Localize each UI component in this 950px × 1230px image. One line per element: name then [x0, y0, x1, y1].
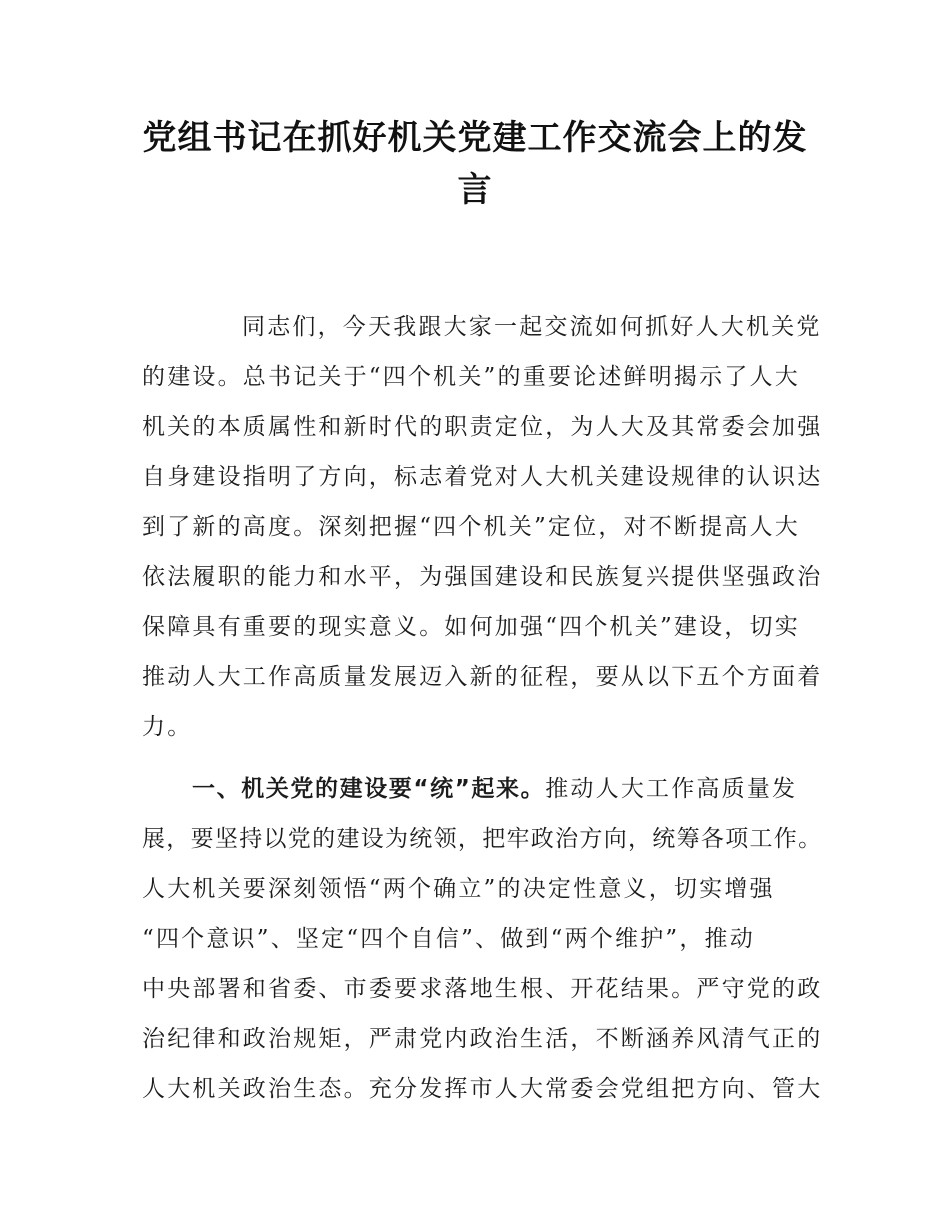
paragraph-line [142, 764, 812, 814]
heading-line-rest: 推动人大工作高质量发 [545, 776, 798, 802]
title-line-2: 言 [457, 170, 493, 210]
paragraph-line: 保障具有重要的现实意义。如何加强“四个机关”建设，切实 [142, 614, 800, 640]
document-title [120, 112, 830, 216]
paragraph-line: 人大机关要深刻领悟“两个确立”的决定性意义，切实增强 [142, 876, 775, 902]
paragraph-line: 展，要坚持以党的建设为统领，把牢政治方向，统筹各项工作。 [142, 826, 823, 852]
paragraph-intro [142, 302, 823, 752]
paragraph-line: 依法履职的能力和水平，为强国建设和民族复兴提供坚强政治 [142, 564, 823, 590]
paragraph-line: 人大机关政治生态。充分发挥市人大常委会党组把方向、管大 [142, 1076, 823, 1102]
paragraph-line: 中央部署和省委、市委要求落地生根、开花结果。严守党的政 [142, 976, 823, 1002]
paragraph-line: “四个意识”、坚定“四个自信”、做到“两个维护”，推动 [142, 926, 755, 952]
paragraph-line: 机关的本质属性和新时代的职责定位，为人大及其常委会加强 [142, 414, 823, 440]
paragraph-spacer [142, 752, 812, 764]
paragraph-line: 推动人大工作高质量发展迈入新的征程，要从以下五个方面着 [142, 664, 823, 690]
paragraph-line: 治纪律和政治规矩，严肃党内政治生活，不断涵养风清气正的 [142, 1026, 823, 1052]
document-body [142, 302, 823, 1114]
paragraph-line: 到了新的高度。深刻把握“四个机关”定位，对不断提高人大 [142, 514, 800, 540]
paragraph-line: 自身建设指明了方向，标志着党对人大机关建设规律的认识达 [142, 464, 823, 490]
paragraph-line: 的建设。总书记关于“四个机关”的重要论述鲜明揭示了人大 [142, 364, 800, 390]
paragraph-line: 力。 [142, 714, 193, 740]
paragraph-section-one [142, 764, 823, 1114]
section-heading: 一、机关党的建设要“统”起来。 [192, 776, 546, 802]
title-line-1: 党组书记在抓好机关党建工作交流会上的发 [142, 118, 808, 158]
paragraph-line: 同志们，今天我跟大家一起交流如何抓好人大机关党 [242, 314, 822, 340]
